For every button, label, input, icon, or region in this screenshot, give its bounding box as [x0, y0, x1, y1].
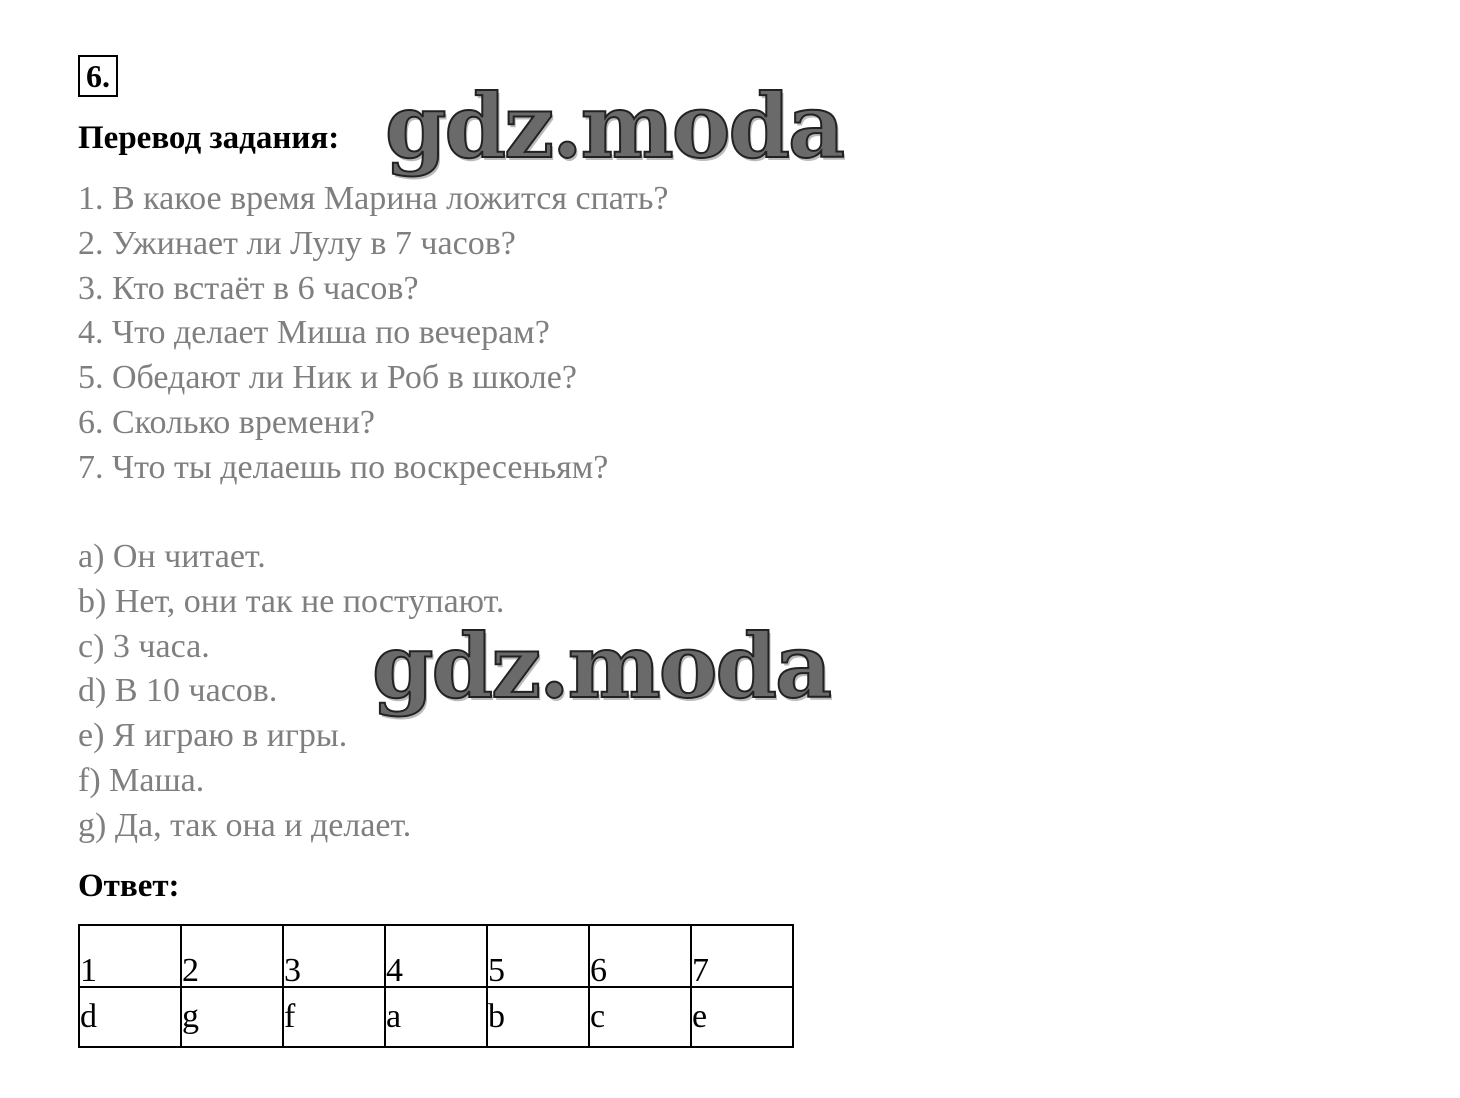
- answer-heading: Ответ:: [78, 868, 180, 904]
- watermark-logo: gdz.moda: [385, 74, 844, 178]
- answer-table-cell: 5: [487, 925, 589, 987]
- question-item: 6. Сколько времени?: [78, 403, 376, 441]
- answer-option: c) 3 часа.: [78, 627, 210, 665]
- answer-table-cell: d: [79, 987, 181, 1047]
- answer-table-cell: a: [385, 987, 487, 1047]
- answer-table-cell: g: [181, 987, 283, 1047]
- watermark-logo: gdz.moda: [372, 614, 831, 718]
- answer-table-cell: e: [691, 987, 793, 1047]
- task-number: 6.: [78, 55, 118, 97]
- answer-option: d) В 10 часов.: [78, 672, 278, 710]
- question-item: 7. Что ты делаешь по воскресеньям?: [78, 448, 609, 486]
- answer-option: b) Нет, они так не поступают.: [78, 582, 505, 620]
- answer-table-cell: f: [283, 987, 385, 1047]
- question-item: 4. Что делает Миша по вечерам?: [78, 314, 550, 352]
- answer-table-cell: c: [589, 987, 691, 1047]
- question-item: 1. В какое время Марина ложится спать?: [78, 180, 669, 217]
- answer-table-cell: 7: [691, 925, 793, 987]
- answer-table-cell: 1: [79, 925, 181, 987]
- answer-option-list: [78, 535, 504, 849]
- answer-option: f) Маша.: [78, 761, 205, 799]
- answer-option: a) Он читает.: [78, 538, 266, 575]
- answer-table-cell: 3: [283, 925, 385, 987]
- answer-table-numbers-row: [79, 925, 793, 987]
- answer-table-cell: 4: [385, 925, 487, 987]
- answer-table-letters-row: [79, 987, 793, 1047]
- question-item: 2. Ужинает ли Лулу в 7 часов?: [78, 224, 516, 262]
- answer-table-cell: 2: [181, 925, 283, 987]
- answer-option: g) Да, так она и делает.: [78, 806, 412, 844]
- translation-heading: Перевод задания:: [78, 120, 340, 156]
- answer-table-cell: 6: [589, 925, 691, 987]
- question-list: [78, 177, 668, 491]
- answer-option: e) Я играю в игры.: [78, 717, 348, 755]
- answer-table: [78, 924, 794, 1048]
- answer-table-cell: b: [487, 987, 589, 1047]
- question-item: 3. Кто встаёт в 6 часов?: [78, 269, 419, 307]
- question-item: 5. Обедают ли Ник и Роб в школе?: [78, 359, 577, 397]
